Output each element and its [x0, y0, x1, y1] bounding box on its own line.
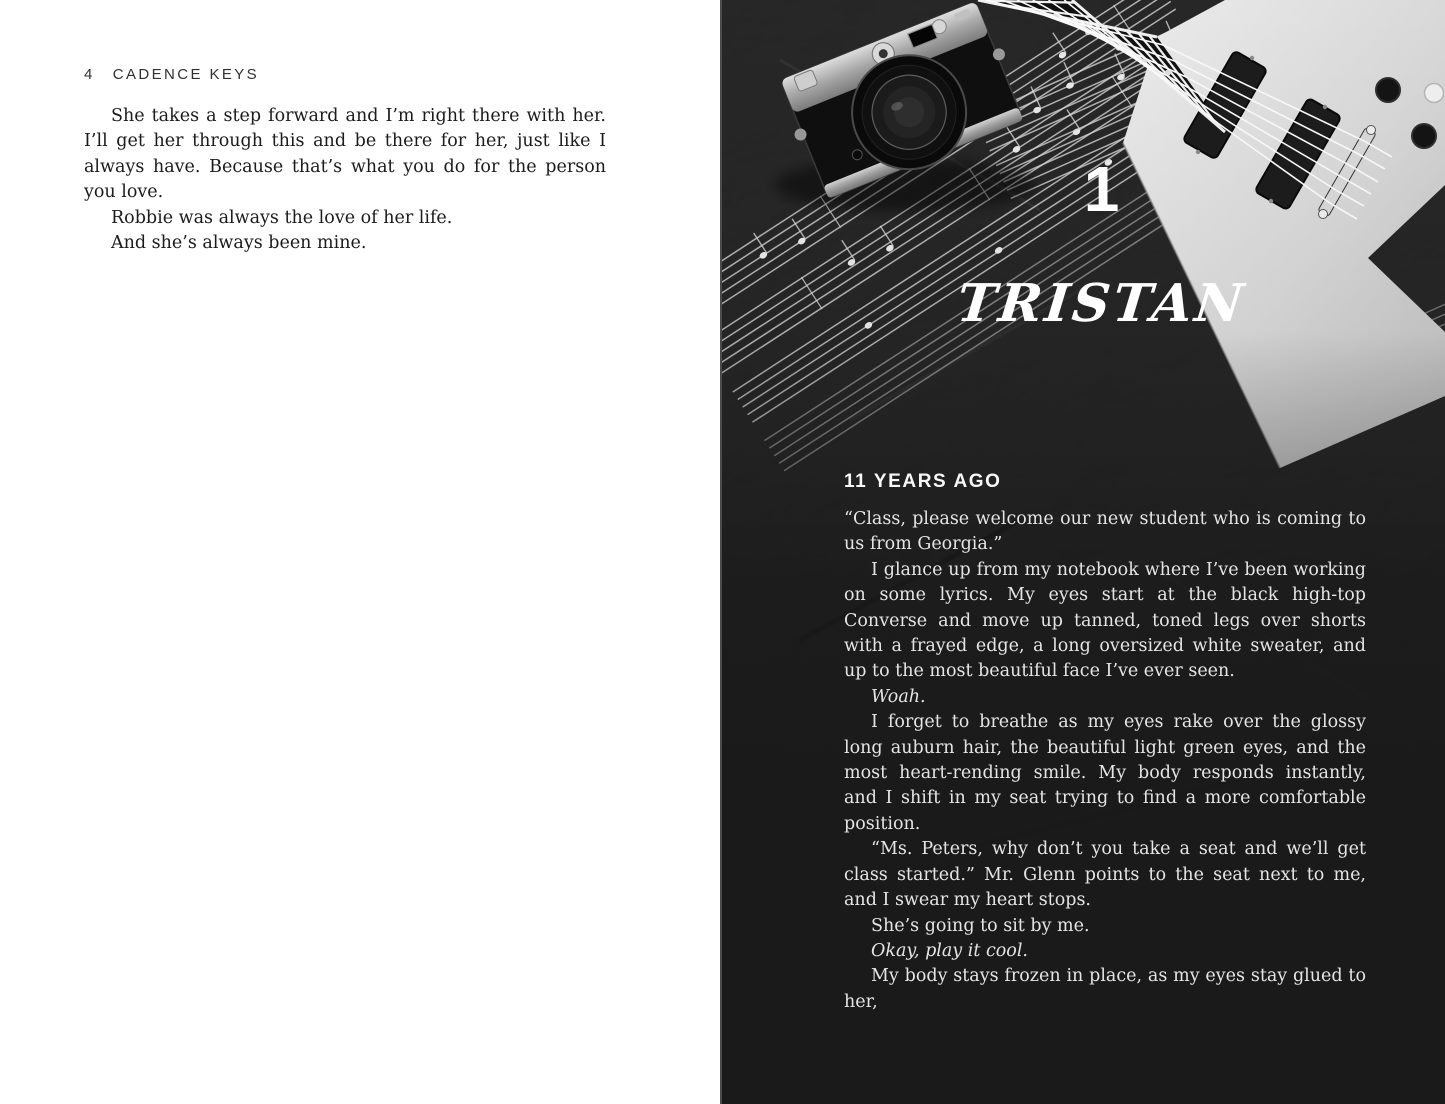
- paragraph: She takes a step forward and I’m right there with her. I’ll get her through this and be there for her, just like I always have. Because that’s what you do for the person you love.: [84, 106, 606, 203]
- running-title: CADENCE KEYS: [112, 66, 260, 83]
- paragraph: I glance up from my notebook where I’ve been working on some lyrics. My eyes start at the black high-top Converse and move up tanned, toned legs over shorts with a frayed edge, a long oversized white sweater, and up to the most beautiful face I’ve ever seen.: [844, 559, 1366, 682]
- paragraph: “Class, please welcome our new student who is coming to us from Georgia.”: [844, 509, 1366, 555]
- book-page-left: [0, 0, 720, 1104]
- paragraph: I forget to breathe as my eyes rake over the glossy long auburn hair, the beautiful light green eyes, and the most heart-rending smile. My body responds instantly, and I shift in my seat trying to find a more comfortable position.: [844, 712, 1366, 834]
- paragraph: Okay, play it cool.: [871, 940, 1028, 961]
- paragraph: And she’s always been mine.: [111, 233, 367, 254]
- left-page-body-text: [84, 104, 606, 256]
- paragraph: Woah.: [871, 686, 926, 707]
- section-heading: 11 YEARS AGO: [844, 471, 1002, 492]
- book-page-right: [720, 0, 1445, 1104]
- paragraph: Robbie was always the love of her life.: [111, 207, 453, 228]
- paragraph: My body stays frozen in place, as my eyes stay glued to her,: [844, 966, 1366, 1012]
- chapter-number: 1: [1083, 153, 1120, 225]
- paragraph: She’s going to sit by me.: [871, 915, 1090, 936]
- running-header: [84, 66, 259, 83]
- page-number: 4: [84, 66, 95, 83]
- chapter-body-text: [844, 507, 1366, 1015]
- chapter-title: TRISTAN: [954, 273, 1250, 334]
- paragraph: “Ms. Peters, why don’t you take a seat and we’ll get class started.” Mr. Glenn points to the seat next to me, and I swear my heart stops.: [844, 839, 1366, 911]
